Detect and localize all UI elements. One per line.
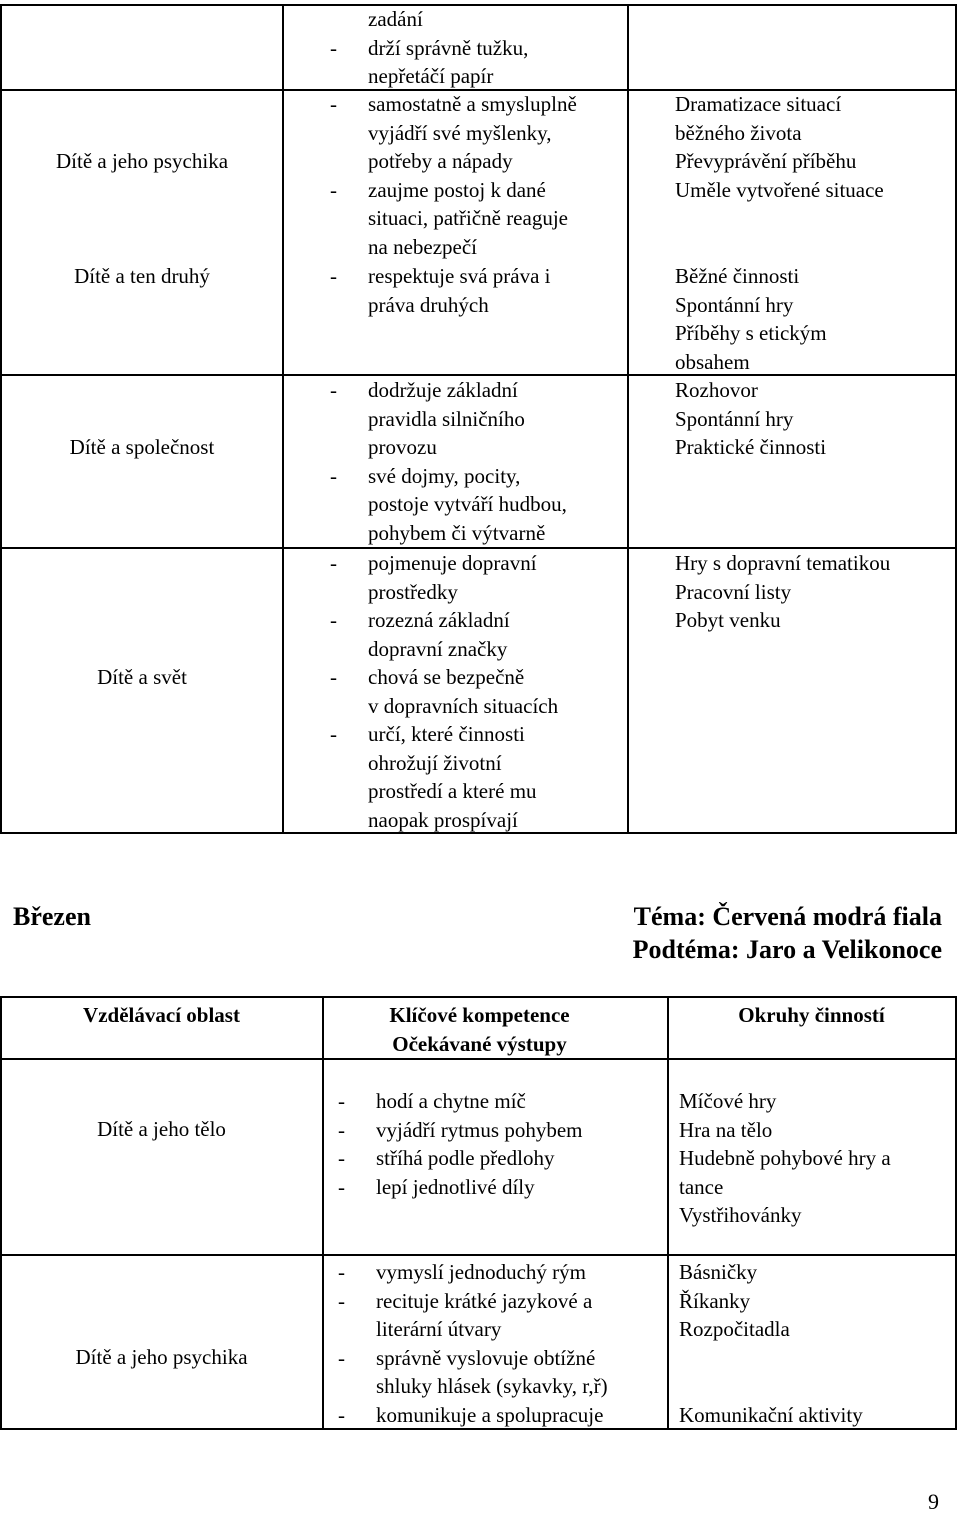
area-cell (1, 1115, 322, 1144)
outcomes-cell (330, 5, 625, 91)
activity-item (679, 1344, 955, 1373)
activity-item: Rozhovor (675, 378, 758, 402)
outcomes-cell (330, 549, 625, 834)
outcome-item: - recituje krátké jazykové a literární útvary (338, 1288, 593, 1341)
activity-item: Vystřihovánky (679, 1203, 802, 1227)
area-label: Dítě a jeho psychika (55, 148, 229, 173)
header-activities: Okruhy činností (738, 1003, 885, 1027)
activity-item: Rozpočitadla (679, 1317, 790, 1341)
outcome-item: - pojmenuje dopravní prostředky (330, 551, 537, 604)
activity-item: Spontánní hry (675, 292, 794, 317)
activity-item: Pracovní listy (675, 579, 792, 604)
subtheme-heading: Podtéma: Jaro a Velikonoce (632, 935, 942, 964)
area-cell (2, 376, 282, 518)
outcome-item: - zaujme postoj k dané situaci, patřičně reaguje na nebezpečí (330, 177, 568, 259)
area-label: Dítě a společnost (69, 434, 215, 459)
activity-item: Dramatizace situací (675, 92, 842, 116)
page-number: 9 (928, 1489, 939, 1514)
activity-item: Hra na tělo (679, 1117, 773, 1142)
activity-item (679, 1372, 955, 1401)
header-competences: Klíčové kompetence Očekávané výstupy (389, 1003, 570, 1056)
activity-item: Běžné činnosti (675, 264, 800, 288)
outcome-item: - správně vyslovuje obtížné shluky hlásek (sykavky, r,ř) (338, 1345, 608, 1398)
activity-item: tance (679, 1174, 724, 1199)
outcome-item: - určí, které činnosti ohrožují životní prostředí a které mu naopak prospívají (330, 722, 537, 832)
activity-item: obsahem (675, 349, 750, 374)
area-cell (2, 262, 282, 291)
activity-item: Komunikační aktivity (679, 1402, 863, 1427)
activity-item: Uměle vytvořené situace (675, 177, 884, 202)
activities-cell (679, 1087, 955, 1230)
outcome-item: - respektuje svá práva i práva druhých (330, 264, 551, 317)
activity-item: Spontánní hry (675, 406, 794, 431)
outcome-item: - rozezná základní dopravní značky (330, 608, 510, 661)
area-cell (2, 90, 282, 232)
outcome-continued-line: zadání (368, 7, 423, 31)
activities-cell (675, 376, 955, 462)
activity-item: Míčové hry (679, 1089, 777, 1113)
activities-cell (679, 1258, 955, 1429)
area-label: Dítě a svět (97, 664, 187, 689)
outcome-item: - vymyslí jednoduchý rým (338, 1260, 586, 1284)
outcome-item: - stříhá podle předlohy (338, 1146, 555, 1170)
outcome-item: - samostatně a smysluplně vyjádří své myšlenky, potřeby a nápady (330, 92, 577, 173)
outcome-item: - dodržuje základní pravidla silničního provozu (330, 378, 525, 459)
activity-item: Příběhy s etickým (675, 321, 827, 345)
area-label: Dítě a jeho tělo (97, 1117, 226, 1141)
activity-item: Praktické činnosti (675, 435, 827, 459)
activities-cell (675, 549, 955, 635)
outcome-item: - chová se bezpečně v dopravních situacích (330, 665, 559, 718)
area-label: Dítě a ten druhý (74, 264, 210, 288)
outcomes-cell (330, 90, 625, 261)
activity-item: Převyprávění příběhu (675, 149, 857, 173)
outcomes-cell (338, 1087, 667, 1201)
activity-item: Básničky (679, 1260, 758, 1284)
month-heading: Březen (13, 902, 91, 931)
activity-item: Hry s dopravní tematikou (675, 551, 891, 575)
outcomes-cell (330, 376, 625, 547)
theme-heading: Téma: Červená modrá fiala (633, 902, 942, 931)
outcome-item: - hodí a chytne míč (338, 1089, 526, 1113)
activities-cell (675, 90, 955, 204)
outcome-item: - své dojmy, pocity, postoje vytváří hudbou, pohybem či výtvarně (330, 463, 567, 545)
outcome-item: - drží správně tužku, nepřetáčí papír (330, 35, 529, 88)
area-cell (2, 549, 282, 805)
outcome-item: - vyjádří rytmus pohybem (338, 1117, 583, 1142)
activity-item: Říkanky (679, 1288, 751, 1313)
activities-cell (675, 262, 955, 376)
outcomes-cell (338, 1258, 667, 1429)
outcomes-cell (330, 262, 625, 319)
area-cell (1, 1343, 322, 1372)
outcome-item: - lepí jednotlivé díly (338, 1174, 535, 1199)
header-area: Vzdělávací oblast (83, 1003, 240, 1027)
area-label: Dítě a jeho psychika (75, 1345, 248, 1369)
activity-item: Pobyt venku (675, 608, 781, 632)
activity-item: Hudebně pohybové hry a (679, 1146, 891, 1170)
outcome-item: - komunikuje a spolupracuje (338, 1402, 604, 1427)
activity-item: běžného života (675, 120, 802, 145)
